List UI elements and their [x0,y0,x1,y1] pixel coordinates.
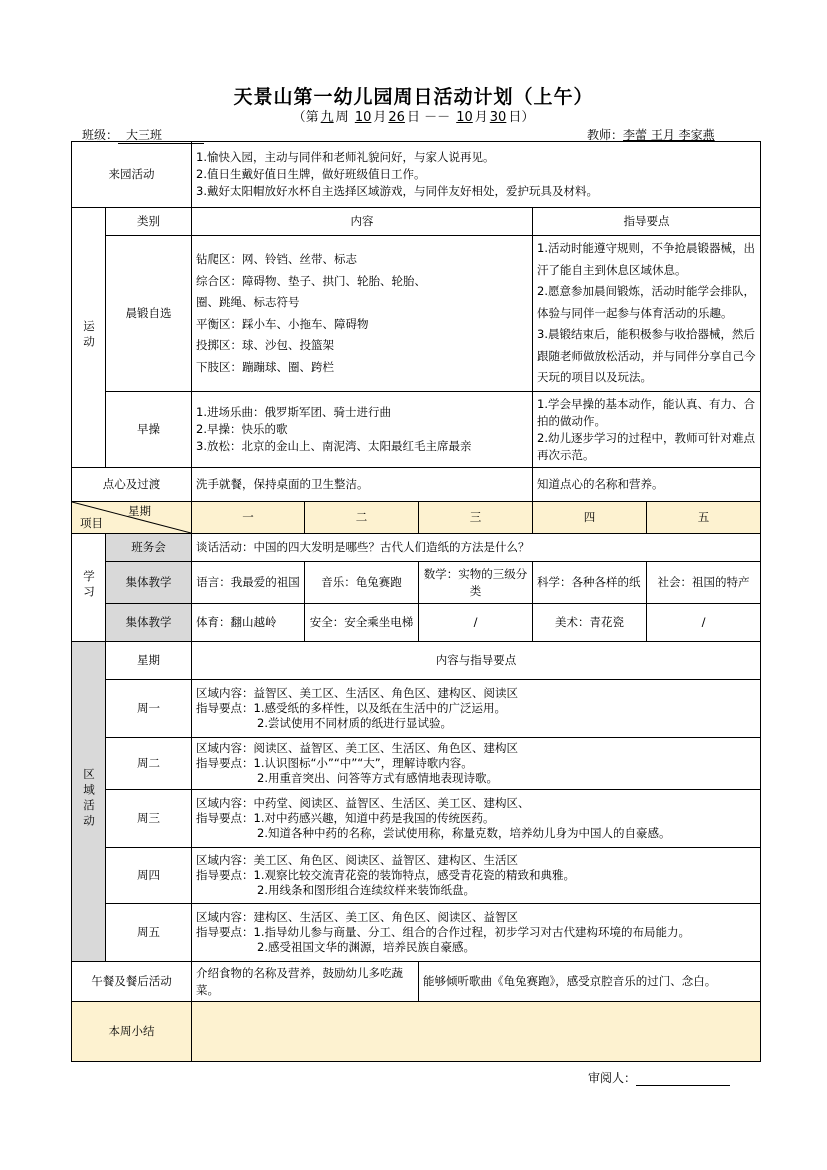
area-row-wed [72,790,761,848]
area-content [192,738,761,790]
group-teaching-label: 集体教学 [106,604,192,642]
snack-points: 知道点心的名称和营养。 [533,468,761,502]
area-header-row [72,642,761,680]
summary-label: 本周小结 [72,1002,192,1062]
morning-exercise-content [192,236,533,392]
date-text: 日 －－ [406,110,451,125]
start-day: 26 [388,110,405,125]
area-row-thu [72,848,761,904]
group-teaching-label: 集体教学 [106,562,192,604]
morning-drill-label: 早操 [106,392,192,468]
area-col-content: 内容与指导要点 [192,642,761,680]
point-line: 2.愿意参加晨间锻炼，活动时能学会排队，体验与同伴一起参与体育活动的乐趣。 [537,284,755,320]
area-point: 指导要点：1.对中药感兴趣，知道中药是我国的传统医药。 [196,811,495,825]
snack-label: 点心及过渡 [72,468,192,502]
area-zones: 区域内容：中药堂、阅读区、益智区、生活区、美工区、建构区、 [196,796,530,810]
content-line: 综合区：障碍物、垫子、拱门、轮胎、轮胎、 [196,273,426,288]
reviewer-field [588,1069,730,1086]
area-point: 2.感受祖国文华的渊源，培养民族自豪感。 [257,940,475,954]
point-line: 1.学会早操的基本动作，能认真、有力、合拍的做动作。 [537,396,755,428]
sport-header-row [72,208,761,236]
area-point: 2.用线条和图形组合连续纹样来装饰纸盘。 [257,883,475,897]
arrival-line: 2.值日生戴好值日生牌，做好班级值日工作。 [196,167,426,181]
content-line: 平衡区：踩小车、小拖车、障碍物 [196,316,369,331]
study-label [72,534,106,642]
snack-content: 洗手就餐，保持桌面的卫生整洁。 [192,468,533,502]
date-range [0,106,827,125]
date-text: （第 [292,110,319,125]
lesson-fri: / [647,604,761,642]
area-row-mon [72,680,761,738]
area-label-text: 区域活动 [82,768,96,830]
area-point: 指导要点：1.认识图标“小”“中”“大”，理解诗歌内容。 [196,756,473,770]
lesson-thu: 科学：各种各样的纸 [533,562,647,604]
area-zones: 区域内容：阅读区、益智区、美工区、生活区、角色区、建构区 [196,741,518,755]
arrival-row [72,142,761,208]
class-label: 班级： [82,128,119,142]
end-month: 10 [456,110,473,125]
class-meeting-row [72,534,761,562]
start-month: 10 [354,110,372,125]
date-text: 月 [373,110,387,125]
col-points: 指导要点 [533,208,761,236]
date-text: 周 [335,110,349,125]
content-line: 1.进场乐曲：俄罗斯军团、骑士进行曲 [196,405,391,419]
area-content [192,790,761,848]
content-line: 3.放松：北京的金山上、南泥湾、太阳最红毛主席最亲 [196,439,472,453]
lesson-thu: 美术：青花瓷 [533,604,647,642]
lesson-tue: 安全：安全乘坐电梯 [305,604,419,642]
col-type: 类别 [106,208,192,236]
class-value: 大三班 [118,126,204,144]
lesson-mon: 语言：我最爱的祖国 [192,562,305,604]
lesson-tue: 音乐：龟兔赛跑 [305,562,419,604]
content-line: 下肢区：蹦蹦球、圈、跨栏 [196,359,334,374]
area-row-fri [72,904,761,962]
week-label: 星期 [128,504,151,518]
area-point: 2.知道各种中药的名称，尝试使用称，称量克数，培养幼儿身为中国人的自豪感。 [257,826,671,840]
day-wed: 三 [419,502,533,534]
morning-exercise-row [72,236,761,392]
area-day: 周四 [106,848,192,904]
area-point: 指导要点：1.感受纸的多样性，以及纸在生活中的广泛运用。 [196,701,506,715]
content-line: 2.早操：快乐的歌 [196,422,288,436]
morning-drill-content [192,392,533,468]
area-content [192,680,761,738]
lunch-content: 介绍食物的名称及营养，鼓励幼儿多吃蔬菜。 [192,962,419,1002]
summary-row [72,1002,761,1062]
content-line: 圈、跳绳、标志符号 [196,295,300,309]
study-label-text: 学习 [82,569,96,601]
snack-row [72,468,761,502]
day-thu: 四 [533,502,647,534]
summary-content [192,1002,761,1062]
teacher-label: 教师： [587,128,624,142]
class-meeting-label: 班务会 [106,534,192,562]
week-item-corner [72,502,192,534]
plan-table [71,141,761,1062]
content-line: 钻爬区：网、铃铛、丝带、标志 [196,252,357,266]
date-text: 日） [508,110,535,125]
point-line: 1.活动时能遵守规则，不争抢晨锻器械，出汗了能自主到休息区域休息。 [537,241,755,277]
sport-label [72,208,106,468]
lesson-wed: 数学：实物的三级分类 [419,562,533,604]
content-line: 投掷区：球、沙包、投篮架 [196,338,334,352]
morning-drill-points [533,392,761,468]
arrival-line: 3.戴好太阳帽放好水杯自主选择区域游戏，与同伴友好相处，爱护玩具及材料。 [196,184,598,198]
lesson-mon: 体育：翻山越岭 [192,604,305,642]
area-day: 周一 [106,680,192,738]
morning-exercise-label: 晨锻自选 [106,236,192,392]
week-header-row [72,502,761,534]
area-point: 2.用重音突出、问答等方式有感情地表现诗歌。 [257,771,498,785]
sport-label-text: 运动 [82,319,96,351]
teacher-value: 李蕾 王月 李家燕 [623,128,715,142]
morning-exercise-points [533,236,761,392]
arrival-label: 来园活动 [72,142,192,208]
lesson-wed: / [419,604,533,642]
item-label: 项目 [80,516,103,530]
area-row-tue [72,738,761,790]
reviewer-label: 审阅人： [588,1071,637,1085]
area-col-week: 星期 [106,642,192,680]
area-point: 指导要点：1.观察比较交流青花瓷的装饰特点，感受青花瓷的精致和典雅。 [196,868,575,882]
area-point: 2.尝试使用不同材质的纸进行显试验。 [257,716,452,730]
col-content: 内容 [192,208,533,236]
area-day: 周五 [106,904,192,962]
area-content [192,904,761,962]
reviewer-signature-line [636,1073,730,1086]
class-meeting-content: 谈话活动：中国的四大发明是哪些？古代人们造纸的方法是什么？ [192,534,761,562]
day-fri: 五 [647,502,761,534]
point-line: 2.幼儿逐步学习的过程中，教师可针对难点再次示范。 [537,430,755,462]
area-day: 周三 [106,790,192,848]
lunch-points: 能够倾听歌曲《龟兔赛跑》，感受京腔音乐的过门、念白。 [419,962,761,1002]
day-tue: 二 [305,502,419,534]
week-number: 九 [320,110,334,125]
lunch-row [72,962,761,1002]
area-zones: 区域内容：美工区、角色区、阅读区、益智区、建构区、生活区 [196,853,518,867]
area-zones: 区域内容：建构区、生活区、美工区、角色区、阅读区、益智区 [196,910,518,924]
group-teaching-row-1 [72,562,761,604]
area-label [72,642,106,962]
area-point: 指导要点：1.指导幼儿参与商量、分工、组合的合作过程，初步学习对古代建构环境的布局能力。 [196,925,690,939]
end-day: 30 [489,110,507,125]
group-teaching-row-2 [72,604,761,642]
point-line: 3.晨锻结束后，能积极参与收拾器械，然后跟随老师做放松活动，并与同伴分享自己今天玩的项目以及玩法。 [537,327,756,385]
arrival-line: 1.愉快入园，主动与同伴和老师礼貌问好，与家人说再见。 [196,150,495,164]
day-mon: 一 [192,502,305,534]
lesson-fri: 社会：祖国的特产 [647,562,761,604]
lunch-label: 午餐及餐后活动 [72,962,192,1002]
morning-drill-row [72,392,761,468]
arrival-content [192,142,761,208]
area-zones: 区域内容：益智区、美工区、生活区、角色区、建构区、阅读区 [196,686,518,700]
area-content [192,848,761,904]
date-text: 月 [474,110,488,125]
page-title: 天景山第一幼儿园周日活动计划（上午） [233,86,594,108]
area-day: 周二 [106,738,192,790]
